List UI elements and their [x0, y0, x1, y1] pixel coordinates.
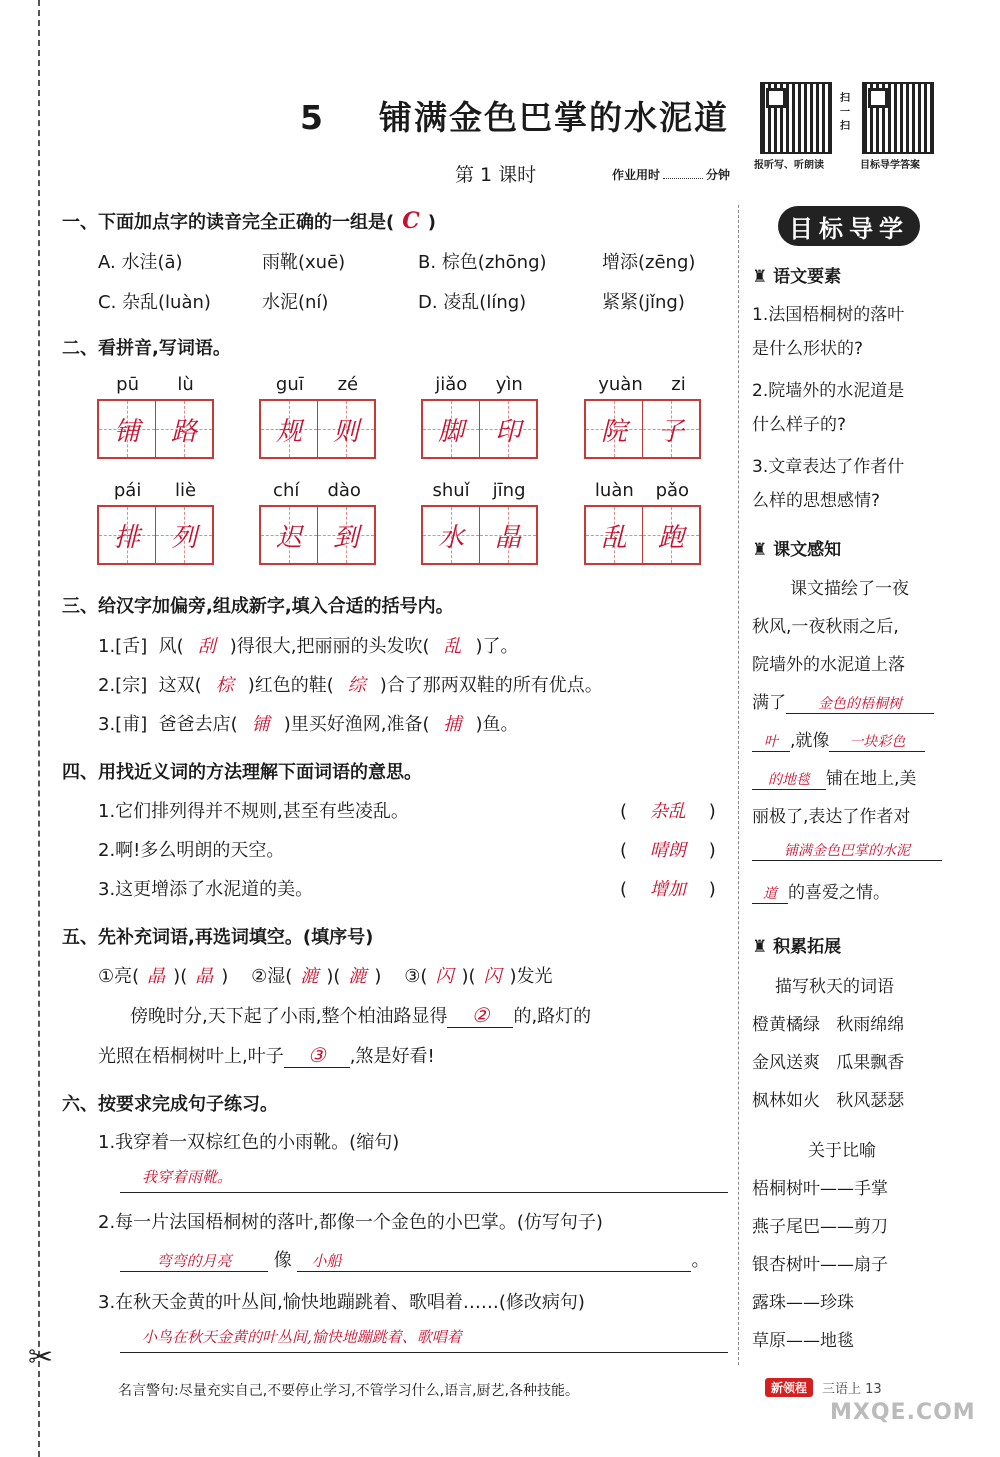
homework-time-label: 作业用时 — [612, 168, 661, 182]
q6-item-text: 2.每一片法国梧桐树的落叶,都像一个金色的小巴掌。(仿写句子) — [98, 1212, 603, 1233]
q3-item-number: 1.[舌] — [98, 636, 148, 657]
sidebar-text — [752, 688, 934, 714]
sidebar-text: ,就像 — [790, 731, 830, 751]
q5-text: ②湿( — [251, 966, 293, 987]
scissors-icon: ✂ — [28, 1340, 54, 1375]
char-cell: 晶 — [479, 507, 536, 563]
qr-code-icon[interactable] — [760, 82, 832, 154]
q5-answer: 闪 — [483, 966, 502, 987]
sidebar-answer: 的地毯 — [752, 769, 826, 790]
q3-answer: 铺 — [251, 714, 270, 735]
sidebar-section-title: 语文要素 — [773, 267, 842, 287]
sidebar-simile: 银杏树叶——扇子 — [752, 1255, 888, 1275]
question-2-heading: 二、看拼音,写词语。 — [62, 338, 231, 359]
q6-item-text: 3.在秋天金黄的叶丛间,愉快地蹦跳着、歌唱着……(修改病句) — [98, 1292, 585, 1313]
word-box — [259, 374, 376, 459]
sidebar-text: 课文描绘了一夜 — [790, 579, 909, 599]
char-cell: 列 — [155, 507, 212, 563]
sidebar-section-title: 积累拓展 — [773, 937, 842, 957]
word-box — [259, 480, 376, 565]
q5-text: ,煞是好看! — [349, 1046, 435, 1067]
sidebar-text: 的喜爱之情。 — [788, 883, 890, 903]
sidebar-word: 枫林如火 — [752, 1091, 820, 1111]
cut-line — [38, 0, 40, 1457]
q6-item-text: 1.我穿着一双棕红色的小雨靴。(缩句) — [98, 1132, 400, 1153]
pinyin: guī — [275, 374, 304, 395]
lesson-title: 铺满金色巴掌的水泥道 — [378, 98, 729, 137]
q3-answer: 综 — [347, 675, 366, 696]
q1-heading-text: 一、下面加点字的读音完全正确的一组是( — [62, 212, 395, 233]
sidebar-section-2 — [752, 535, 841, 560]
q1-option-d: D. 凌乱(líng) — [418, 292, 527, 313]
q1-option-b: B. 棕色(zhōng) — [418, 252, 547, 273]
sidebar-simile: 露珠——珍珠 — [752, 1293, 854, 1313]
minutes-label: 分钟 — [706, 168, 731, 182]
q1-option-a: A. 水洼(ā) — [98, 252, 183, 273]
q3-text: )红色的鞋( — [247, 675, 334, 696]
q1-option-a-pair: 雨靴(xuē) — [262, 252, 346, 273]
pinyin: zi — [671, 374, 686, 395]
pinyin: chí — [273, 480, 300, 501]
q4-answer-box: ( 杂乱 ) — [620, 801, 716, 822]
q6-answer: 弯弯的月亮 — [120, 1250, 268, 1272]
sidebar-text: 什么样子的? — [752, 415, 847, 435]
qr-caption: 报听写、听朗读 — [754, 160, 824, 171]
q4-answer-box: ( 晴朗 ) — [620, 840, 716, 861]
q1-option-d-pair: 紧紧(jǐng) — [602, 292, 685, 313]
char-cell: 乱 — [586, 507, 642, 563]
sidebar-answer: 道 — [752, 883, 788, 904]
brand-logo: 新领程 — [765, 1378, 813, 1397]
sidebar-text — [752, 726, 925, 752]
pinyin: shuǐ — [432, 480, 470, 501]
char-cell: 迟 — [261, 507, 317, 563]
qr-code-icon[interactable] — [862, 82, 934, 154]
char-cell: 跑 — [642, 507, 699, 563]
q3-item — [98, 710, 519, 736]
sidebar-word: 瓜果飘香 — [836, 1053, 905, 1073]
sidebar-word-row — [752, 1086, 904, 1111]
sidebar-answer: 叶 — [752, 731, 790, 752]
q4-item-text: 1.它们排列得并不规则,甚至有些凌乱。 — [98, 801, 409, 822]
q6-answer-line[interactable] — [120, 1326, 728, 1353]
sidebar-text — [752, 878, 890, 904]
q5-text: )发光 — [509, 966, 553, 987]
reader-icon: ♜ — [752, 540, 768, 560]
word-box — [421, 480, 538, 565]
word-box — [97, 480, 214, 565]
sidebar-word-row — [752, 1010, 904, 1035]
q3-item-number: 2.[宗] — [98, 675, 148, 696]
sidebar-text: 1.法国梧桐树的落叶 — [752, 305, 905, 325]
q5-fill-words: ①亮( 晶 )( 晶 ) ②湿( 漉 )( 漉 ) ③( 闪 )( 闪 )发光 — [98, 966, 553, 987]
word-box — [97, 374, 214, 459]
char-cell: 院 — [586, 401, 642, 457]
sidebar-badge: 目标导学 — [778, 206, 920, 246]
sidebar-text — [752, 840, 942, 861]
q4-item-text: 3.这更增添了水泥道的美。 — [98, 879, 314, 900]
sidebar-text: 么样的思想感情? — [752, 491, 881, 511]
q3-item-number: 3.[甫] — [98, 714, 148, 735]
word-box — [421, 374, 538, 459]
q3-text: )得很大,把丽丽的头发吹( — [229, 636, 430, 657]
question-1-heading — [62, 208, 436, 234]
sidebar-section-3 — [752, 932, 841, 957]
q5-text: 光照在梧桐树叶上,叶子 — [98, 1046, 284, 1067]
word-box — [584, 480, 701, 565]
q5-answer: 晶 — [195, 966, 214, 987]
sidebar-text: 3.文章表达了作者什 — [752, 457, 905, 477]
sidebar-text: 是什么形状的? — [752, 339, 864, 359]
sidebar-word: 秋雨绵绵 — [836, 1015, 905, 1035]
pinyin: jīng — [492, 480, 526, 501]
sidebar-text — [752, 764, 916, 790]
sidebar-text: 丽极了,表达了作者对 — [752, 807, 911, 827]
char-cell: 印 — [479, 401, 536, 457]
q5-text: 的,路灯的 — [513, 1006, 592, 1027]
sidebar-word: 金风送爽 — [752, 1053, 820, 1073]
pinyin: jiǎo — [435, 374, 468, 395]
pinyin: pái — [113, 480, 142, 501]
sidebar-text: 秋风,一夜秋雨之后, — [752, 617, 899, 637]
char-cell: 铺 — [99, 401, 155, 457]
homework-time — [612, 166, 730, 183]
sidebar-text: 院墙外的水泥道上落 — [752, 655, 905, 675]
q5-text: ③( — [404, 966, 428, 987]
q6-answer: 我穿着雨靴。 — [142, 1168, 233, 1186]
q4-answer-box: ( 增加 ) — [620, 879, 716, 900]
sidebar-answer: 铺满金色巴掌的水泥 — [752, 840, 942, 861]
pinyin: yìn — [495, 374, 523, 395]
sidebar-section-1 — [752, 262, 841, 287]
sidebar-answer: 金色的梧桐树 — [786, 693, 934, 714]
q1-option-c-pair: 水泥(ní) — [262, 292, 329, 313]
reader-icon: ♜ — [752, 937, 768, 957]
q1-answer: C — [402, 208, 420, 234]
pinyin: luàn — [594, 480, 634, 501]
q5-answer: ③ — [284, 1043, 350, 1068]
q5-answer: 漉 — [348, 966, 367, 987]
sidebar-text: 满了 — [752, 693, 786, 713]
char-cell: 排 — [99, 507, 155, 563]
char-cell: 水 — [423, 507, 479, 563]
q5-answer: 闪 — [435, 966, 454, 987]
q3-text: )合了那两双鞋的所有优点。 — [379, 675, 603, 696]
pinyin: dào — [327, 480, 361, 501]
sidebar-subtitle: 描写秋天的词语 — [775, 977, 894, 997]
q6-answer: 小船 — [297, 1250, 691, 1272]
pinyin: pū — [116, 374, 140, 395]
q6-text: 像 — [273, 1250, 292, 1271]
pinyin: yuàn — [598, 374, 643, 395]
page-number: 三语上 13 — [822, 1382, 882, 1397]
char-cell: 则 — [317, 401, 374, 457]
sidebar-word: 秋风瑟瑟 — [836, 1091, 905, 1111]
q1-option-b-pair: 增添(zēng) — [602, 252, 696, 273]
q3-item — [98, 632, 519, 658]
watermark: MXQE.COM — [830, 1400, 976, 1425]
char-cell: 子 — [642, 401, 699, 457]
sidebar-word-row — [752, 1048, 904, 1073]
pinyin: pǎo — [655, 480, 690, 501]
q3-answer: 棕 — [215, 675, 234, 696]
sidebar-text: 铺在地上,美 — [826, 769, 917, 789]
q1-heading-end: ) — [427, 212, 436, 233]
q5-answer: 晶 — [147, 966, 166, 987]
q3-answer: 刮 — [197, 636, 216, 657]
q3-answer: 捕 — [443, 714, 462, 735]
column-divider — [738, 205, 739, 1365]
q6-answer-line[interactable] — [120, 1246, 730, 1272]
sidebar-answer: 一块彩色 — [829, 731, 925, 752]
q4-answer: 晴朗 — [649, 840, 686, 861]
question-3-heading: 三、给汉字加偏旁,组成新字,填入合适的括号内。 — [62, 596, 454, 617]
lesson-number: 5 — [300, 98, 325, 137]
q3-text: )了。 — [475, 636, 519, 657]
q3-text: 风( — [158, 636, 184, 657]
q6-answer-line[interactable] — [120, 1166, 728, 1193]
q4-answer: 杂乱 — [649, 801, 686, 822]
sidebar-subtitle: 关于比喻 — [808, 1141, 876, 1161]
char-cell: 路 — [155, 401, 212, 457]
q4-item-text: 2.啊!多么明朗的天空。 — [98, 840, 285, 861]
sidebar-simile: 燕子尾巴——剪刀 — [752, 1217, 888, 1237]
q5-paragraph-line — [98, 1042, 435, 1068]
q3-item — [98, 671, 603, 697]
qr-caption: 目标导学答案 — [860, 160, 920, 171]
pinyin: liè — [175, 480, 197, 501]
qr-scan-label: 扫一扫 — [840, 93, 850, 132]
q3-text: )鱼。 — [475, 714, 519, 735]
q3-text: 这双( — [158, 675, 202, 696]
q4-answer: 增加 — [649, 879, 686, 900]
q6-answer: 小鸟在秋天金黄的叶丛间,愉快地蹦跳着、歌唱着 — [142, 1328, 462, 1346]
q6-text: 。 — [691, 1250, 710, 1271]
q5-text: 傍晚时分,天下起了小雨,整个柏油路显得 — [130, 1006, 448, 1027]
sidebar-simile: 草原——地毯 — [752, 1331, 854, 1351]
lesson-period: 第 1 课时 — [455, 164, 537, 186]
q3-text: )里买好渔网,准备( — [283, 714, 430, 735]
reader-icon: ♜ — [752, 267, 768, 287]
char-cell: 到 — [317, 507, 374, 563]
q5-answer: 漉 — [300, 966, 319, 987]
sidebar-section-title: 课文感知 — [773, 540, 842, 560]
question-6-heading: 六、按要求完成句子练习。 — [62, 1094, 278, 1115]
pinyin: lù — [177, 374, 194, 395]
q5-paragraph-line — [130, 1002, 591, 1028]
q3-text: 爸爸去店( — [158, 714, 238, 735]
sidebar-simile: 梧桐树叶——手掌 — [752, 1179, 888, 1199]
char-cell: 规 — [261, 401, 317, 457]
footer-quote: 名言警句:尽量充实自己,不要停止学习,不管学习什么,语言,厨艺,各种技能。 — [118, 1383, 579, 1399]
q1-option-c: C. 杂乱(luàn) — [98, 292, 211, 313]
page-title — [300, 92, 729, 139]
q5-text: ①亮( — [98, 966, 140, 987]
sidebar-word: 橙黄橘绿 — [752, 1015, 820, 1035]
question-4-heading: 四、用找近义词的方法理解下面词语的意思。 — [62, 762, 422, 783]
question-5-heading: 五、先补充词语,再选词填空。(填序号) — [62, 927, 374, 948]
sidebar-text: 2.院墙外的水泥道是 — [752, 381, 905, 401]
word-box — [584, 374, 701, 459]
q3-answer: 乱 — [443, 636, 462, 657]
char-cell: 脚 — [423, 401, 479, 457]
q5-answer: ② — [447, 1003, 513, 1028]
pinyin: zé — [337, 374, 359, 395]
